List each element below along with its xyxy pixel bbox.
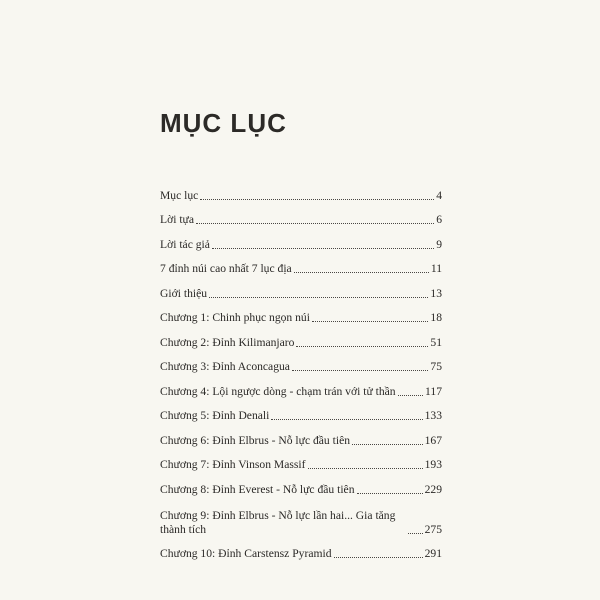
toc-entry-title: Chương 3: Đỉnh Aconcagua (160, 360, 290, 373)
dot-leader (408, 533, 423, 534)
toc-entry-page: 291 (424, 547, 442, 560)
dot-leader (352, 444, 423, 445)
toc-entry-page: 133 (424, 409, 442, 422)
toc-entry-title: Chương 4: Lội ngược dòng - chạm trán với tử thần (160, 384, 396, 398)
toc-entry-title: 7 đỉnh núi cao nhất 7 lục địa (160, 262, 292, 275)
dot-leader (200, 199, 434, 200)
dot-leader (357, 493, 423, 494)
dot-leader (294, 272, 429, 273)
toc-entry (160, 227, 442, 252)
toc-entry (160, 203, 442, 228)
dot-leader (334, 557, 423, 558)
toc-entry-title: Mục lục (160, 188, 199, 202)
dot-leader (398, 395, 423, 396)
toc-entry (160, 301, 442, 326)
toc-entry-page: 117 (425, 384, 442, 398)
table-of-contents (160, 178, 442, 561)
toc-entry-title: Chương 5: Đỉnh Denali (160, 409, 270, 422)
toc-entry-page: 13 (430, 286, 442, 300)
toc-entry (160, 497, 442, 537)
dot-leader (271, 419, 422, 420)
toc-entry-title: Lời tác giả (160, 237, 210, 251)
toc-entry (160, 374, 442, 399)
toc-entry (160, 252, 442, 277)
toc-entry-title: Chương 10: Đỉnh Carstensz Pyramid (160, 547, 332, 560)
dot-leader (212, 248, 434, 249)
toc-entry-title: Chương 8: Đỉnh Everest - Nỗ lực đầu tiên (160, 482, 355, 496)
toc-entry (160, 537, 442, 562)
toc-entry-title: Chương 2: Đỉnh Kilimanjaro (160, 335, 295, 349)
toc-entry (160, 276, 442, 301)
toc-entry-page: 229 (424, 482, 442, 496)
dot-leader (196, 223, 434, 224)
toc-entry (160, 423, 442, 448)
dot-leader (292, 370, 428, 371)
toc-entry-title: Chương 7: Đỉnh Vinson Massif (160, 458, 306, 471)
toc-entry-title: Chương 1: Chinh phục ngọn núi (160, 311, 310, 324)
dot-leader (209, 297, 428, 298)
toc-entry (160, 472, 442, 497)
page-title: MỤC LỤC (160, 108, 287, 138)
toc-entry (160, 399, 442, 424)
toc-entry (160, 178, 442, 203)
toc-entry-page: 11 (430, 262, 442, 275)
toc-entry-page: 193 (424, 458, 442, 471)
dot-leader (308, 468, 423, 469)
toc-entry-page: 75 (430, 360, 442, 373)
toc-entry (160, 325, 442, 350)
dot-leader (312, 321, 428, 322)
toc-entry-page: 18 (430, 311, 442, 324)
dot-leader (296, 346, 428, 347)
toc-entry-page: 167 (424, 433, 442, 447)
toc-entry-title: Chương 6: Đỉnh Elbrus - Nỗ lực đầu tiên (160, 433, 351, 447)
toc-entry-page: 9 (436, 237, 442, 251)
toc-entry (160, 350, 442, 375)
toc-entry-title: Giới thiệu (160, 286, 208, 300)
toc-entry-page: 275 (424, 522, 442, 536)
toc-entry (160, 448, 442, 473)
toc-entry-title: Chương 9: Đỉnh Elbrus - Nỗ lực lần hai... Gia tăng thành tích (160, 508, 396, 536)
toc-entry-page: 6 (436, 213, 442, 226)
toc-entry-page: 4 (436, 188, 442, 202)
toc-entry-page: 51 (430, 335, 442, 349)
toc-entry-title: Lời tựa (160, 213, 194, 226)
